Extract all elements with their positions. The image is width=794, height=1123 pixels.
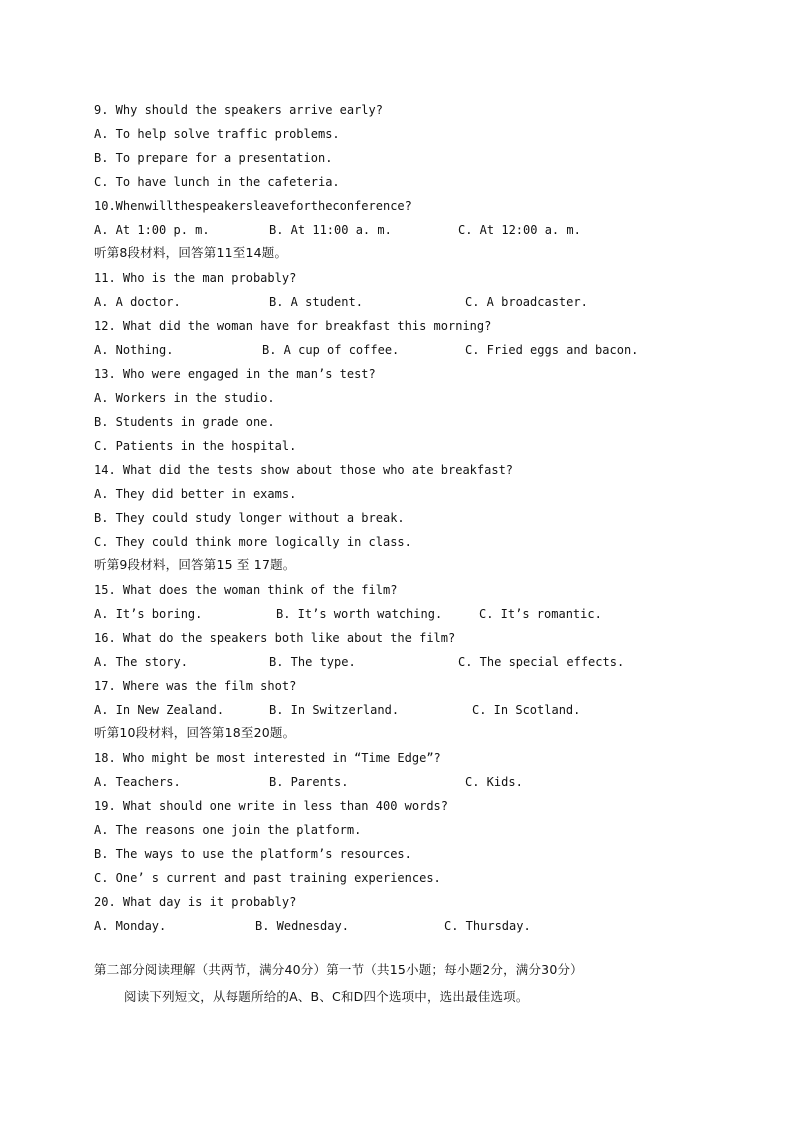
q19-option-a: A. The reasons one join the platform. <box>94 823 362 837</box>
q19-option-c: C. One’ s current and past training experiences. <box>94 871 441 885</box>
q11-option-c: C. A broadcaster. <box>465 295 588 309</box>
question-14: 14. What did the tests show about those who ate breakfast? <box>94 463 514 477</box>
q16-option-a: A. The story. <box>94 655 188 669</box>
part-2-heading: 第二部分阅读理解（共两节，满分40分）第一节（共15小题；每小题2分，满分30分） <box>94 962 583 977</box>
q10-option-c: C. At 12:00 a. m. <box>458 223 581 237</box>
q14-option-c: C. They could think more logically in class. <box>94 535 412 549</box>
q15-option-b: B. It’s worth watching. <box>276 607 443 621</box>
question-15: 15. What does the woman think of the film? <box>94 583 398 597</box>
question-19: 19. What should one write in less than 400 words? <box>94 799 449 813</box>
q16-option-c: C. The special effects. <box>458 655 625 669</box>
question-20: 20. What day is it probably? <box>94 895 297 909</box>
question-12: 12. What did the woman have for breakfast this morning? <box>94 319 492 333</box>
q11-option-b: B. A student. <box>269 295 363 309</box>
q19-option-b: B. The ways to use the platform’s resources. <box>94 847 412 861</box>
q9-option-b: B. To prepare for a presentation. <box>94 151 333 165</box>
question-13: 13. Who were engaged in the man’s test? <box>94 367 376 381</box>
q20-option-b: B. Wednesday. <box>255 919 349 933</box>
q10-option-a: A. At 1:00 p. m. <box>94 223 210 237</box>
question-10: 10.Whenwillthespeakersleavefortheconference? <box>94 199 412 213</box>
q13-option-c: C. Patients in the hospital. <box>94 439 297 453</box>
q18-option-b: B. Parents. <box>269 775 349 789</box>
q15-option-c: C. It’s romantic. <box>479 607 602 621</box>
q20-option-a: A. Monday. <box>94 919 167 933</box>
section-10-heading: 听第10段材料，回答第18至20题。 <box>94 725 296 740</box>
q12-option-b: B. A cup of coffee. <box>262 343 400 357</box>
q9-option-c: C. To have lunch in the cafeteria. <box>94 175 340 189</box>
q12-option-a: A. Nothing. <box>94 343 174 357</box>
question-11: 11. Who is the man probably? <box>94 271 297 285</box>
q17-option-b: B. In Switzerland. <box>269 703 400 717</box>
q18-option-c: C. Kids. <box>465 775 523 789</box>
question-9: 9. Why should the speakers arrive early? <box>94 103 383 117</box>
q13-option-b: B. Students in grade one. <box>94 415 275 429</box>
q14-option-b: B. They could study longer without a break. <box>94 511 405 525</box>
q12-option-c: C. Fried eggs and bacon. <box>465 343 639 357</box>
q18-option-a: A. Teachers. <box>94 775 181 789</box>
q14-option-a: A. They did better in exams. <box>94 487 297 501</box>
q20-option-c: C. Thursday. <box>444 919 531 933</box>
section-9-heading: 听第9段材料，回答第15 至 17题。 <box>94 557 296 572</box>
q15-option-a: A. It’s boring. <box>94 607 203 621</box>
reading-instructions: 阅读下列短文，从每题所给的A、B、C和D四个选项中，选出最佳选项。 <box>124 989 529 1004</box>
question-16: 16. What do the speakers both like about the film? <box>94 631 456 645</box>
q13-option-a: A. Workers in the studio. <box>94 391 275 405</box>
q17-option-a: A. In New Zealand. <box>94 703 225 717</box>
question-17: 17. Where was the film shot? <box>94 679 297 693</box>
q10-option-b: B. At 11:00 a. m. <box>269 223 392 237</box>
section-8-heading: 听第8段材料，回答第11至14题。 <box>94 245 288 260</box>
question-18: 18. Who might be most interested in “Time Edge”? <box>94 751 441 765</box>
q9-option-a: A. To help solve traffic problems. <box>94 127 340 141</box>
q17-option-c: C. In Scotland. <box>472 703 581 717</box>
q11-option-a: A. A doctor. <box>94 295 181 309</box>
q16-option-b: B. The type. <box>269 655 356 669</box>
